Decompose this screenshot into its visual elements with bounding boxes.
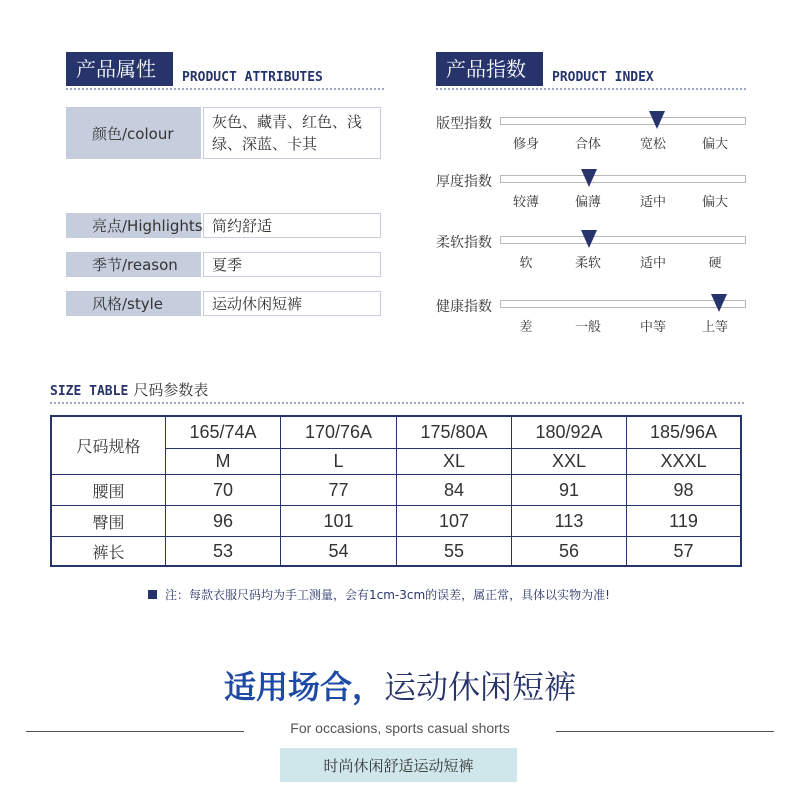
occasion-line-right <box>556 731 774 732</box>
index-track <box>500 117 746 125</box>
table-cell: 101 <box>281 506 397 537</box>
index-option: 一般 <box>574 320 601 335</box>
index-option: 合体 <box>574 137 601 152</box>
index-marker-icon <box>581 230 597 248</box>
table-cell: 107 <box>397 506 512 537</box>
index-marker-icon <box>711 294 727 312</box>
index-track <box>500 300 746 308</box>
table-cell: 119 <box>627 506 740 537</box>
occasion-bold: 适用场合， <box>223 668 384 706</box>
index-label: 版型指数 <box>436 116 492 132</box>
size-code: 165/74A <box>166 417 281 449</box>
index-option: 宽松 <box>639 137 666 152</box>
size-table <box>50 415 742 567</box>
index-title: 产品指数 <box>436 52 543 86</box>
attr-value-highlights: 简约舒适 <box>203 213 381 238</box>
index-label: 厚度指数 <box>436 174 492 190</box>
row-label-hip: 臀围 <box>52 506 166 537</box>
row-label-length: 裤长 <box>52 537 166 565</box>
table-cell: 56 <box>512 537 627 565</box>
index-option: 差 <box>519 320 533 335</box>
size-table-divider <box>50 402 744 404</box>
occasion-english: For occasions, sports casual shorts <box>290 720 510 736</box>
size-code: 170/76A <box>281 417 397 449</box>
attr-label-style: 风格/style <box>66 291 201 316</box>
table-cell: 53 <box>166 537 281 565</box>
note-text: 注：每款衣服尺码均为手工测量，会有1cm-3cm的误差，属正常，具体以实物为准! <box>165 588 610 602</box>
attr-value-colour: 灰色、藏青、红色、浅绿、深蓝、卡其 <box>203 107 381 159</box>
attr-label-colour: 颜色/colour <box>66 107 201 159</box>
index-divider <box>436 88 746 90</box>
size-code: 185/96A <box>627 417 740 449</box>
table-cell: 91 <box>512 475 627 506</box>
index-label: 健康指数 <box>436 299 492 315</box>
table-cell: 55 <box>397 537 512 565</box>
attr-label-highlights: 亮点/Highlights <box>66 213 201 238</box>
index-marker-icon <box>649 111 665 129</box>
index-option: 修身 <box>512 137 539 152</box>
index-subtitle: PRODUCT INDEX <box>552 70 654 85</box>
size-table-heading <box>50 379 208 400</box>
index-option: 上等 <box>701 320 728 335</box>
attr-value-season: 夏季 <box>203 252 381 277</box>
table-cell: 77 <box>281 475 397 506</box>
size-letter: XXXL <box>627 449 740 475</box>
index-option: 偏大 <box>701 137 728 152</box>
index-option: 较薄 <box>512 195 539 210</box>
size-letter: M <box>166 449 281 475</box>
table-cell: 84 <box>397 475 512 506</box>
size-letter: XL <box>397 449 512 475</box>
occasion-tag: 时尚休闲舒适运动短裤 <box>280 748 517 782</box>
size-letter: L <box>281 449 397 475</box>
size-code: 175/80A <box>397 417 512 449</box>
occasion-heading <box>0 662 800 708</box>
index-option: 偏大 <box>701 195 728 210</box>
index-label: 柔软指数 <box>436 235 492 251</box>
size-table-title-en: SIZE TABLE <box>50 384 129 399</box>
attr-value-style: 运动休闲短裤 <box>203 291 381 316</box>
attributes-divider <box>66 88 384 90</box>
size-letter: XXL <box>512 449 627 475</box>
index-option: 适中 <box>639 195 666 210</box>
attributes-title: 产品属性 <box>66 52 173 86</box>
index-option: 硬 <box>708 256 722 271</box>
index-option: 软 <box>519 256 533 271</box>
index-track <box>500 236 746 244</box>
bullet-square-icon <box>148 590 157 599</box>
index-marker-icon <box>581 169 597 187</box>
table-cell: 113 <box>512 506 627 537</box>
occasion-text: 运动休闲短裤 <box>384 668 577 706</box>
measurement-note <box>148 586 610 603</box>
row-label-waist: 腰围 <box>52 475 166 506</box>
index-option: 适中 <box>639 256 666 271</box>
index-track <box>500 175 746 183</box>
size-header-label: 尺码规格 <box>52 417 166 475</box>
table-cell: 96 <box>166 506 281 537</box>
size-code: 180/92A <box>512 417 627 449</box>
attributes-subtitle: PRODUCT ATTRIBUTES <box>182 70 323 85</box>
table-cell: 70 <box>166 475 281 506</box>
table-cell: 98 <box>627 475 740 506</box>
index-option: 柔软 <box>574 256 601 271</box>
index-option: 中等 <box>639 320 666 335</box>
size-table-title-cn: 尺码参数表 <box>133 381 209 399</box>
table-cell: 54 <box>281 537 397 565</box>
table-cell: 57 <box>673 540 694 561</box>
index-option: 偏薄 <box>574 195 601 210</box>
attr-label-season: 季节/reason <box>66 252 201 277</box>
